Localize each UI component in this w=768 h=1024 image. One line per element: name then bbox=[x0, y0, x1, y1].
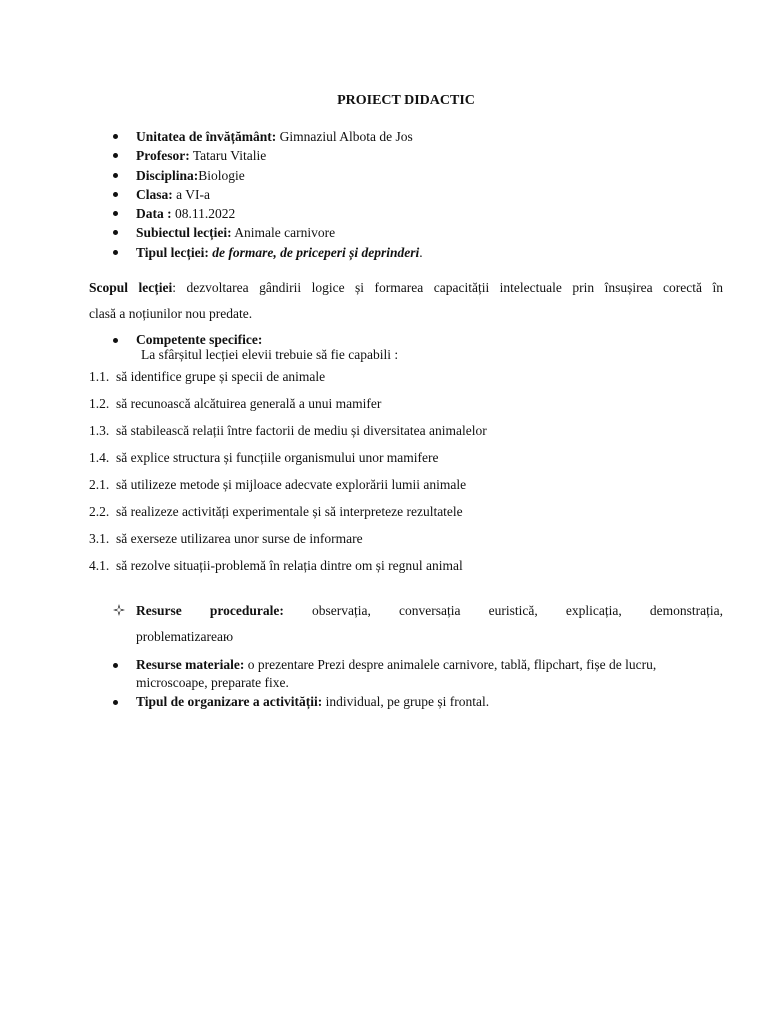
resurse-procedurale: Resurse procedurale: observația, conversația euristică, explicația, demonstrația, problematizareaю bbox=[113, 598, 723, 650]
list-item: 1.2. să recunoască alcătuirea generală a unui mamifer bbox=[89, 396, 382, 411]
info-item-data: Data : 08.11.2022 bbox=[113, 204, 423, 223]
bullet-icon bbox=[113, 192, 118, 197]
list-item: 3.1. să exerseze utilizarea unor surse de informare bbox=[89, 531, 363, 546]
list-item: 2.2. să realizeze activități experimentale și să interpreteze rezultatele bbox=[89, 504, 463, 519]
diamond-bullet-icon bbox=[113, 604, 125, 616]
list-item: 4.1. să rezolve situații-problemă în relația dintre om și regnul animal bbox=[89, 558, 463, 573]
competente-list bbox=[89, 368, 487, 584]
info-item-subiectul: Subiectul lecției: Animale carnivore bbox=[113, 223, 423, 242]
resurse-materiale-section bbox=[113, 656, 725, 711]
bullet-icon bbox=[113, 153, 118, 158]
scopul-lectiei bbox=[89, 275, 723, 327]
list-item: 2.1. să utilizeze metode și mijloace adecvate explorării lumii animale bbox=[89, 477, 467, 492]
info-item-clasa: Clasa: a VI-a bbox=[113, 185, 423, 204]
resurse-materiale: Resurse materiale: o prezentare Prezi despre animalele carnivore, tablă, flipchart, fișe de lucru, microscoape, preparate fixe. bbox=[113, 656, 725, 692]
bullet-icon bbox=[113, 211, 118, 216]
tipul-organizare: Tipul de organizare a activității: individual, pe grupe și frontal. bbox=[113, 693, 725, 711]
competente-heading: Competente specifice: bbox=[113, 331, 398, 349]
list-item: 1.3. să stabilească relații între factorii de mediu și diversitatea animalelor bbox=[89, 423, 487, 438]
bullet-icon bbox=[113, 338, 118, 343]
bullet-icon bbox=[113, 134, 118, 139]
info-item-profesor: Profesor: Tataru Vitalie bbox=[113, 146, 423, 165]
competente-section bbox=[113, 331, 398, 362]
info-item-tipul: Tipul lecției: de formare, de priceperi și deprinderi. bbox=[113, 243, 423, 262]
info-item-unitatea: Unitatea de învățământ: Gimnaziul Albota de Jos bbox=[113, 127, 423, 146]
competente-intro: La sfârșitul lecției elevii trebuie să fie capabili : bbox=[141, 347, 399, 362]
list-item: 1.1. să identifice grupe și specii de animale bbox=[89, 369, 326, 384]
bullet-icon bbox=[113, 700, 118, 705]
document-title: PROIECT DIDACTIC bbox=[337, 93, 475, 108]
scop-line-1: Scopul lecției: dezvoltarea gândirii logice și formarea capacității intelectuale prin însușirea corectă în bbox=[89, 280, 723, 295]
bullet-icon bbox=[113, 663, 118, 668]
bullet-icon bbox=[113, 173, 118, 178]
info-item-disciplina: Disciplina:Biologie bbox=[113, 166, 423, 185]
info-list bbox=[113, 127, 423, 262]
bullet-icon bbox=[113, 230, 118, 235]
scop-line-2: clasă a noțiunilor nou predate. bbox=[89, 306, 253, 321]
list-item: 1.4. să explice structura și funcțiile organismului unor mamifere bbox=[89, 450, 439, 465]
bullet-icon bbox=[113, 250, 118, 255]
